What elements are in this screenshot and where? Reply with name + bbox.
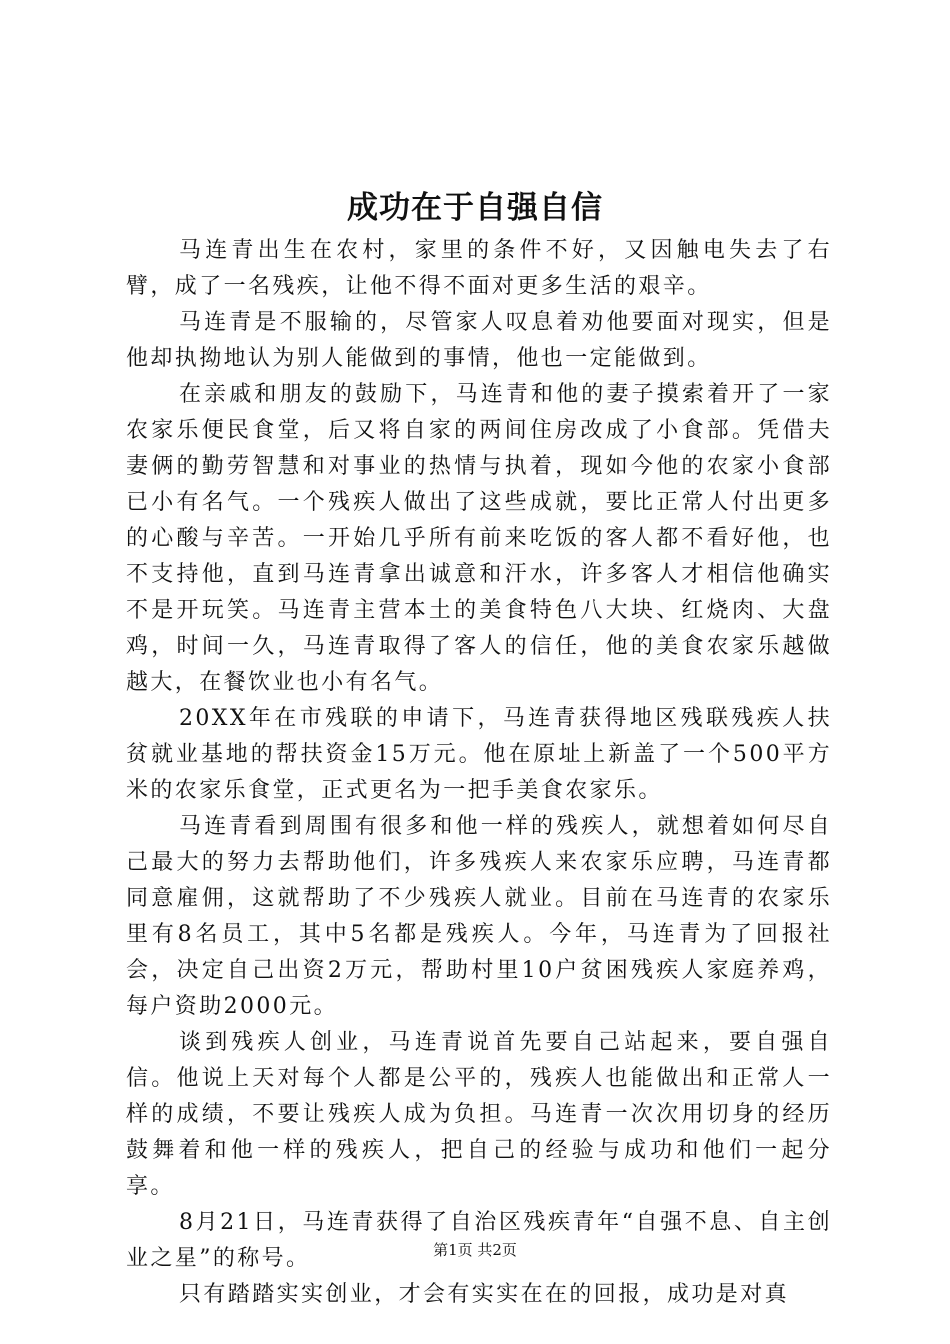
- paragraph: 谈到残疾人创业，马连青说首先要自己站起来，要自强自信。他说上天对每个人都是公平的，残疾人也能做出和正常人一样的成绩，不要让残疾人成为负担。马连青一次次用切身的经历鼓舞着和他一样的残疾人，把自己的经验与成功和他们一起分享。: [126, 1030, 832, 1199]
- paragraph: 马连青是不服输的，尽管家人叹息着劝他要面对现实，但是他却执拗地认为别人能做到的事情，他也一定能做到。: [126, 310, 832, 371]
- paragraph: 20XX年在市残联的申请下，马连青获得地区残联残疾人扶贫就业基地的帮扶资金15万元。他在原址上新盖了一个500平方米的农家乐食堂，正式更名为一把手美食农家乐。: [126, 706, 832, 803]
- page-number-footer: 第1页 共2页: [433, 1241, 517, 1259]
- paragraph: 8月21日，马连青获得了自治区残疾青年“自强不息、自主创业之星”的称号。: [126, 1210, 832, 1271]
- document-title: 成功在于自强自信: [347, 190, 603, 226]
- document-body: [126, 233, 832, 1313]
- paragraph: 在亲戚和朋友的鼓励下，马连青和他的妻子摸索着开了一家农家乐便民食堂，后又将自家的两间住房改成了小食部。凭借夫妻俩的勤劳智慧和对事业的热情与执着，现如今他的农家小食部已小有名气。一个残疾人做出了这些成就，要比正常人付出更多的心酸与辛苦。一开始几乎所有前来吃饭的客人都不看好他，也不支持他，直到马连青拿出诚意和汗水，许多客人才相信他确实不是开玩笑。马连青主营本土的美食特色八大块、红烧肉、大盘鸡，时间一久，马连青取得了客人的信任，他的美食农家乐越做越大，在餐饮业也小有名气。: [126, 382, 832, 695]
- paragraph: 马连青出生在农村，家里的条件不好，又因触电失去了右臂，成了一名残疾，让他不得不面对更多生活的艰辛。: [126, 238, 832, 299]
- paragraph: 只有踏踏实实创业，才会有实实在在的回报，成功是对真: [179, 1282, 790, 1307]
- paragraph: 马连青看到周围有很多和他一样的残疾人，就想着如何尽自己最大的努力去帮助他们，许多残疾人来农家乐应聘，马连青都同意雇佣，这就帮助了不少残疾人就业。目前在马连青的农家乐里有8名员工，其中5名都是残疾人。今年，马连青为了回报社会，决定自己出资2万元，帮助村里10户贫困残疾人家庭养鸡，每户资助2000元。: [126, 814, 832, 1019]
